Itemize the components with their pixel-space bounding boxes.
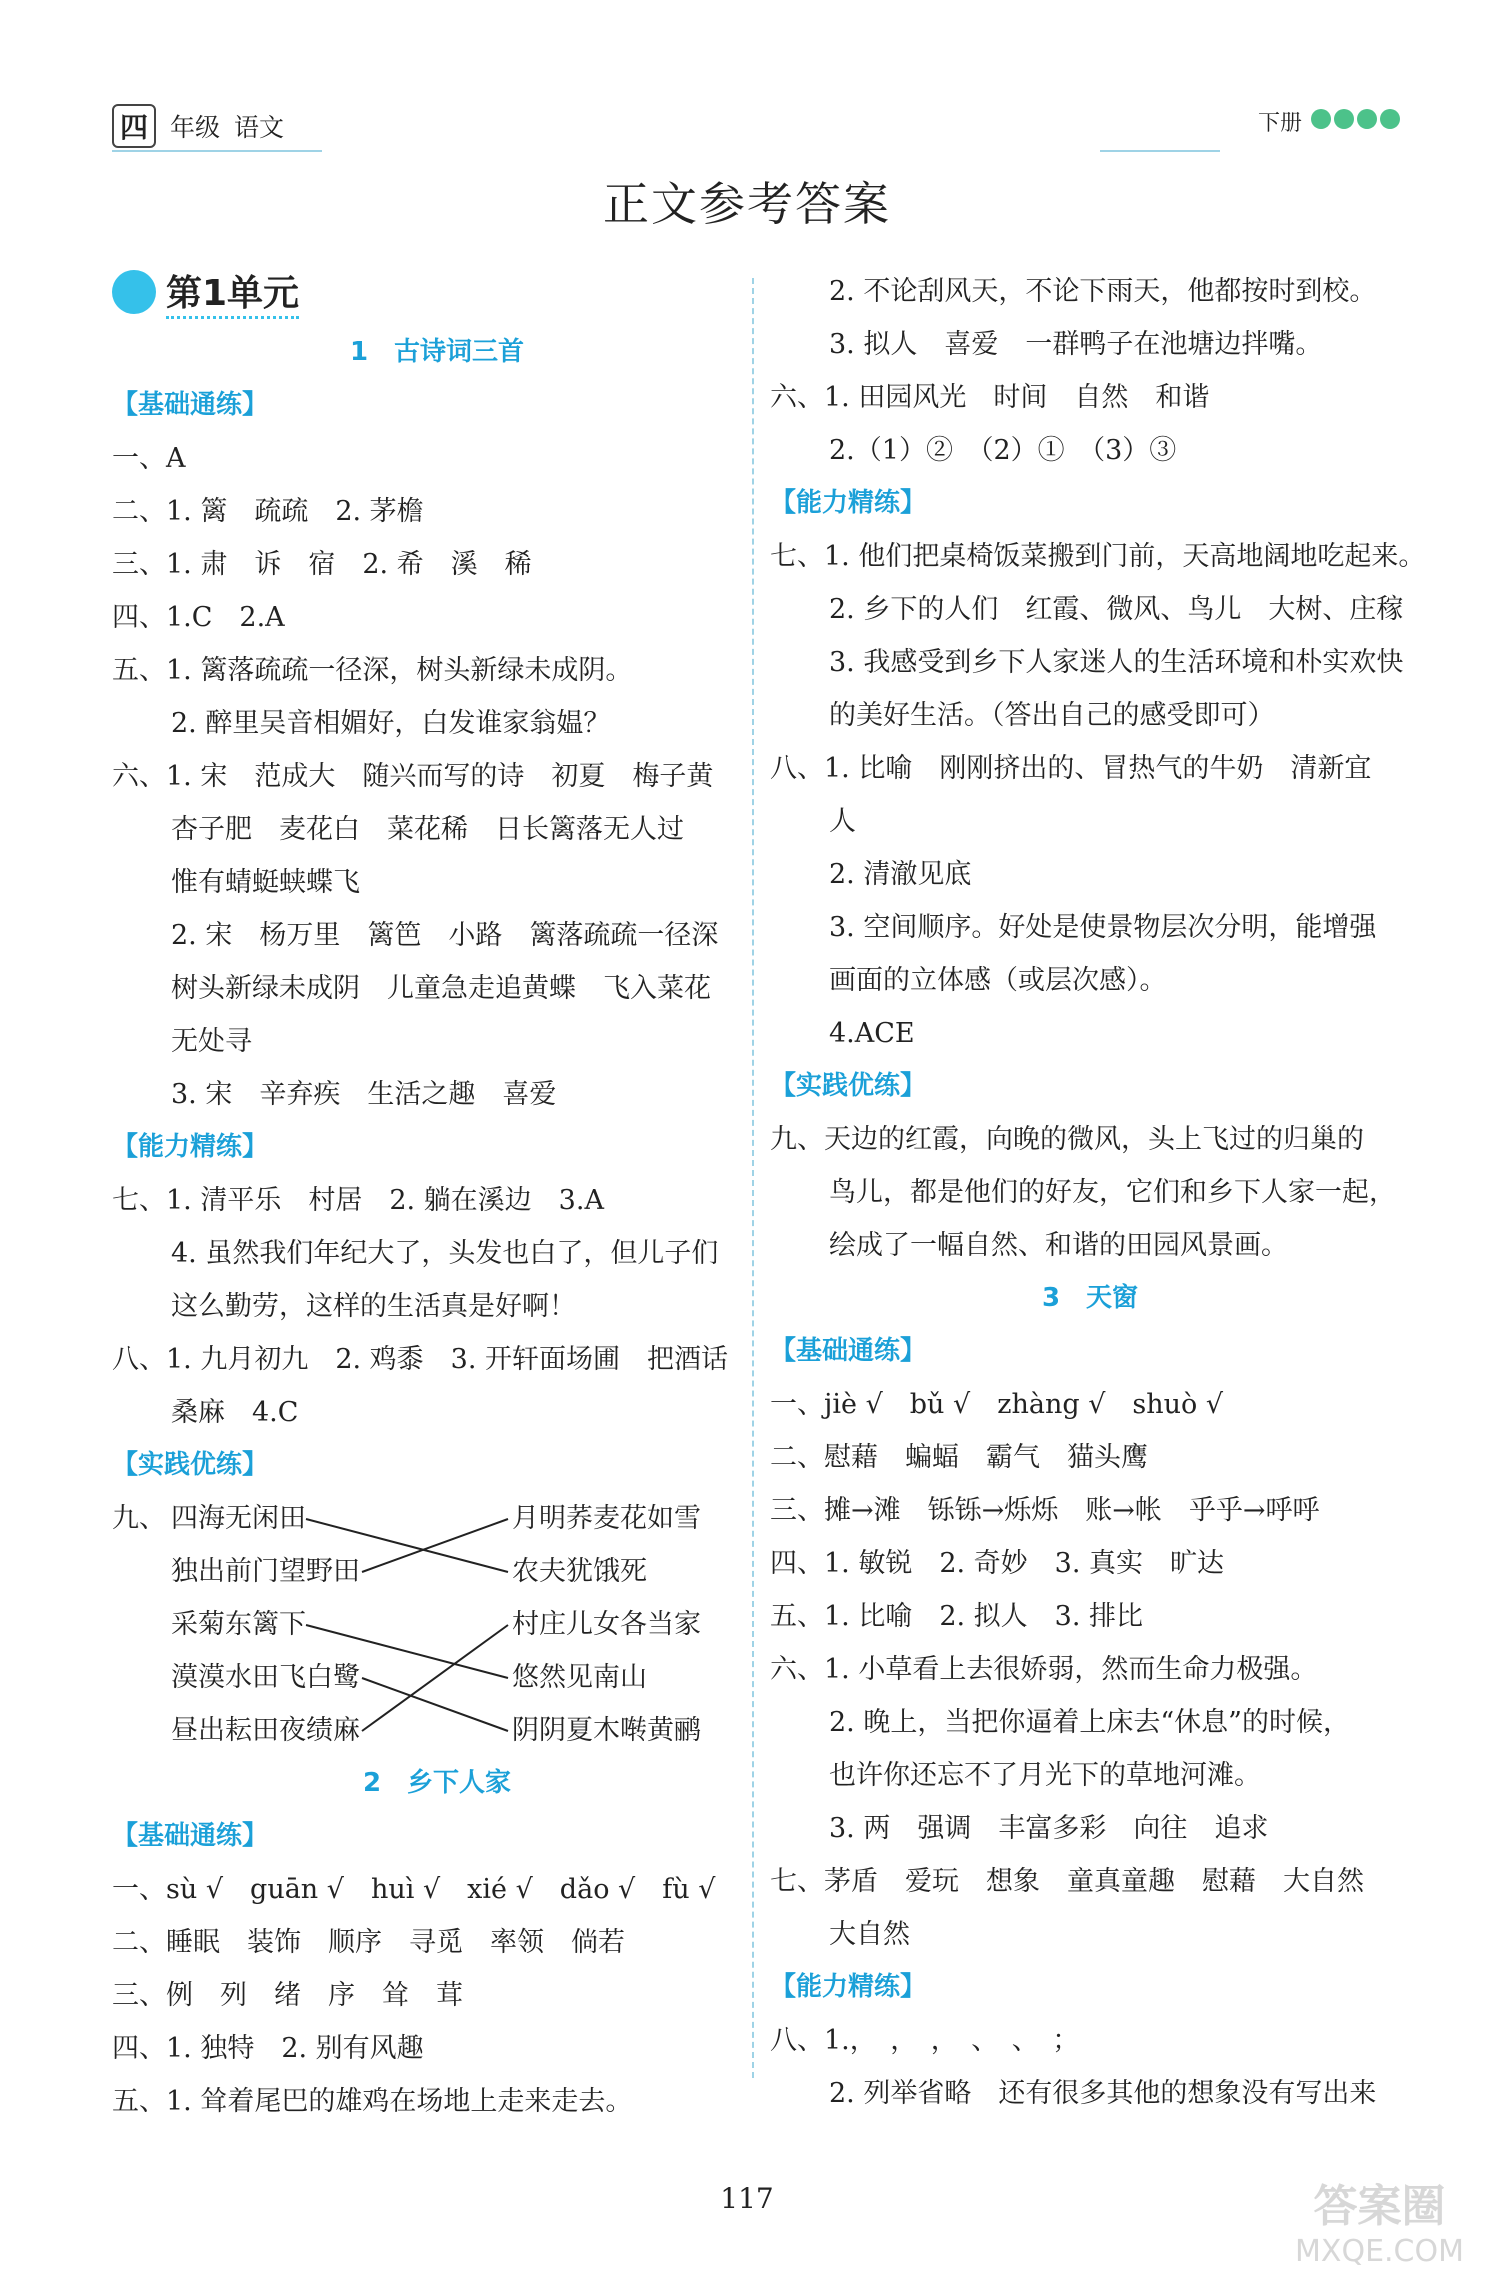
seal-icon (1308, 109, 1400, 135)
answer-line: 七、1. 他们把桌椅饭菜搬到门前，天高地阔地吃起来。 (770, 541, 1426, 572)
match-right-item: 村庄儿女各当家 (512, 1609, 701, 1640)
header-right (1258, 106, 1400, 137)
unit-dot-icon (112, 270, 156, 314)
answer-line: 六、1. 宋 范成大 随兴而写的诗 初夏 梅子黄 (112, 761, 714, 792)
answer-line: 2. 醉里吴音相媚好，白发谁家翁媪？ (171, 708, 611, 739)
match-right-item: 悠然见南山 (512, 1662, 647, 1693)
answer-line: 五、1. 篱落疏疏一径深，树头新绿未成阴。 (112, 655, 633, 686)
answer-line: 一、sù √ guān √ huì √ xié √ dǎo √ fù √ (112, 1874, 716, 1905)
match-prefix: 九、 (112, 1503, 166, 1534)
volume-label: 下册 (1257, 111, 1302, 136)
section-label: 【实践优练】 (770, 1071, 927, 1101)
answer-line: 三、1. 肃 诉 宿 2. 希 溪 稀 (112, 549, 532, 580)
header-rule-left (112, 150, 322, 152)
answer-line: 六、1. 田园风光 时间 自然 和谐 (770, 382, 1210, 413)
left-column (112, 258, 762, 2128)
answer-line: 3. 两 强调 丰富多彩 向往 追求 (829, 1813, 1269, 1844)
section-label: 【基础通练】 (112, 390, 269, 420)
match-left-item: 昼出耘田夜绩麻 (171, 1715, 360, 1746)
match-left-item: 采菊东篱下 (171, 1609, 306, 1640)
answer-line: 3. 空间顺序。好处是使景物层次分明，能增强 (829, 912, 1377, 943)
answer-line: 二、1. 篱 疏疏 2. 茅檐 (112, 496, 424, 527)
unit-title: 第1单元 (166, 265, 299, 319)
section-label: 【能力精练】 (770, 1972, 927, 2002)
answer-line: 三、例 列 绪 序 耸 茸 (112, 1980, 463, 2011)
answer-line: 九、天边的红霞，向晚的微风，头上飞过的归巢的 (770, 1124, 1364, 1155)
answer-line: 2. 不论刮风天，不论下雨天，他都按时到校。 (829, 276, 1377, 307)
watermark-logo (1295, 2170, 1464, 2269)
match-left-item: 四海无闲田 (171, 1503, 306, 1534)
answer-line: 无处寻 (171, 1026, 252, 1057)
answer-line: 八、1.， ， ， 、 、 ； (770, 2025, 1080, 2056)
section-label: 【能力精练】 (112, 1132, 269, 1162)
answer-line: 的美好生活。（答出自己的感受即可） (829, 700, 1275, 731)
answer-line: 3. 我感受到乡下人家迷人的生活环境和朴实欢快 (829, 647, 1404, 678)
answer-line: 2. 宋 杨万里 篱笆 小路 篱落疏疏一径深 (171, 920, 719, 951)
match-right-item: 农夫犹饿死 (512, 1556, 647, 1587)
answer-line: 2. 乡下的人们 红霞、微风、鸟儿 大树、庄稼 (829, 594, 1404, 625)
answer-line: 人 (829, 806, 856, 837)
watermark-text: 答案圈 (1313, 2181, 1446, 2232)
section-label: 【实践优练】 (112, 1450, 269, 1480)
answer-line: 绘成了一幅自然、和谐的田园风景画。 (829, 1230, 1288, 1261)
answer-line: 四、1.C 2.A (112, 602, 285, 633)
answer-line: 五、1. 耸着尾巴的雄鸡在场地上走来走去。 (112, 2086, 633, 2117)
answer-line: 2. 晚上，当把你逼着上床去“休息”的时候， (829, 1707, 1350, 1738)
answer-line: 四、1. 敏锐 2. 奇妙 3. 真实 旷达 (770, 1548, 1225, 1579)
answer-line: 3. 宋 辛弃疾 生活之趣 喜爱 (171, 1079, 557, 1110)
answer-line: 一、jiè √ bǔ √ zhàng √ shuò √ (770, 1389, 1224, 1420)
answer-line: 一、A (112, 443, 186, 474)
answer-line: 七、1. 清平乐 村居 2. 躺在溪边 3.A (112, 1185, 604, 1216)
grade-badge: 四 (112, 104, 156, 148)
match-right-item: 阴阴夏木啭黄鹂 (512, 1715, 701, 1746)
answer-line: 2. 列举省略 还有很多其他的想象没有写出来 (829, 2078, 1377, 2109)
answer-line: 3. 拟人 喜爱 一群鸭子在池塘边拌嘴。 (829, 329, 1323, 360)
answer-line: 杏子肥 麦花白 菜花稀 日长篱落无人过 (171, 814, 684, 845)
answer-line: 七、茅盾 爱玩 想象 童真童趣 慰藉 大自然 (770, 1866, 1364, 1897)
right-column (770, 258, 1426, 2120)
answer-line: 八、1. 九月初九 2. 鸡黍 3. 开轩面场圃 把酒话 (112, 1344, 729, 1375)
match-left-item: 独出前门望野田 (171, 1556, 360, 1587)
answer-line: 惟有蜻蜓蛱蝶飞 (171, 867, 360, 898)
answer-line: 树头新绿未成阴 儿童急走追黄蝶 飞入菜花 (171, 973, 711, 1004)
lesson-title: 3 天窗 (1041, 1283, 1139, 1313)
answer-line: 二、睡眠 装饰 顺序 寻觅 率领 倘若 (112, 1927, 625, 1958)
matching-exercise (112, 1492, 762, 1757)
section-label: 【基础通练】 (770, 1336, 927, 1366)
answer-line: 五、1. 比喻 2. 拟人 3. 排比 (770, 1601, 1144, 1632)
grade-label: 年级 (170, 113, 221, 142)
lesson-title: 2 乡下人家 (362, 1768, 512, 1798)
header-left (112, 104, 284, 148)
answer-line: 八、1. 比喻 刚刚挤出的、冒热气的牛奶 清新宜 (770, 753, 1372, 784)
answer-line: 2.（1）② （2）① （3）③ (829, 435, 1177, 466)
answer-line: 桑麻 4.C (171, 1397, 299, 1428)
answer-line: 也许你还忘不了月光下的草地河滩。 (829, 1760, 1261, 1791)
answer-line: 四、1. 独特 2. 别有风趣 (112, 2033, 424, 2064)
header-rule-right (1100, 150, 1220, 152)
answer-line: 鸟儿，都是他们的好友，它们和乡下人家一起， (829, 1177, 1396, 1208)
answer-line: 六、1. 小草看上去很娇弱，然而生命力极强。 (770, 1654, 1318, 1685)
matching-lines (112, 1492, 762, 1757)
answer-line: 这么勤劳，这样的生活真是好啊！ (171, 1291, 576, 1322)
unit-heading (112, 258, 762, 326)
page-title: 正文参考答案 (603, 177, 891, 231)
answer-line: 4.ACE (829, 1018, 915, 1049)
section-label: 【能力精练】 (770, 488, 927, 518)
match-right-item: 月明荞麦花如雪 (512, 1503, 701, 1534)
answer-line: 画面的立体感（或层次感）。 (829, 965, 1167, 996)
answer-line: 2. 清澈见底 (829, 859, 972, 890)
answer-line: 二、慰藉 蝙蝠 霸气 猫头鹰 (770, 1442, 1148, 1473)
answer-line: 大自然 (829, 1919, 910, 1950)
lesson-title: 1 古诗词三首 (349, 337, 525, 367)
match-left-item: 漠漠水田飞白鹭 (171, 1662, 360, 1693)
subject-label: 语文 (234, 113, 285, 142)
section-label: 【基础通练】 (112, 1821, 269, 1851)
page-number: 117 (720, 2182, 774, 2215)
watermark-url: MXQE.COM (1295, 2234, 1464, 2269)
answer-line: 4. 虽然我们年纪大了，头发也白了，但儿子们 (171, 1238, 719, 1269)
answer-line: 三、摊→滩 铄铄→烁烁 账→帐 乎乎→呼呼 (770, 1495, 1320, 1526)
